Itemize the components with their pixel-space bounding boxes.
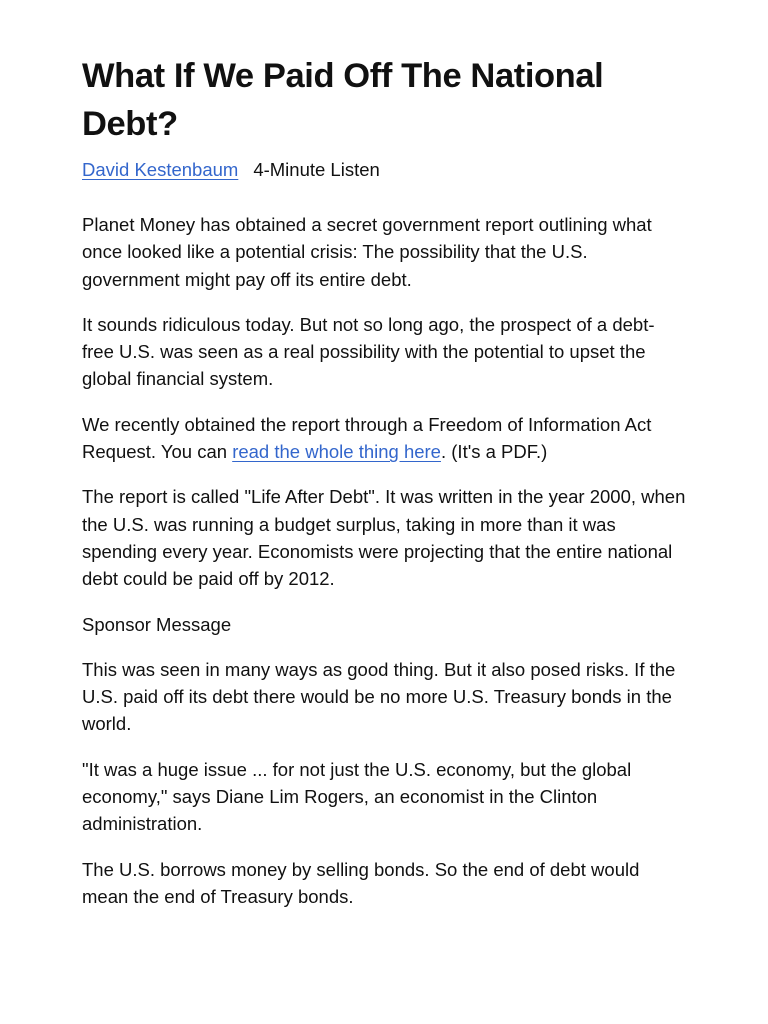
paragraph-1: Planet Money has obtained a secret government report outlining what once looked like a potential crisis: The possibility that the U.S. government might pay off its entire debt.	[82, 214, 652, 290]
report-pdf-link[interactable]: read the whole thing here	[232, 441, 441, 463]
paragraph-4: The report is called "Life After Debt". It was written in the year 2000, when the U.S. was running a budget surplus, taking in more than it was spending every year. Economists were projecting that the entire national debt could be paid off by 2012.	[82, 486, 686, 590]
article-body	[82, 211, 686, 910]
author-link[interactable]: David Kestenbaum	[82, 159, 239, 180]
paragraph-6: "It was a huge issue ... for not just the U.S. economy, but the global economy," says Diane Lim Rogers, an economist in the Clinton administration.	[82, 758, 632, 835]
paragraph-5: This was seen in many ways as good thing. But it also posed risks. If the U.S. paid off its debt there would be no more U.S. Treasury bonds in the world.	[82, 658, 676, 735]
paragraph-3-text-after: . (It's a PDF.)	[440, 441, 548, 463]
paragraph-3	[82, 411, 686, 466]
article	[82, 52, 686, 928]
article-title: What If We Paid Off The National Debt?	[82, 57, 604, 143]
paragraph-7: The U.S. borrows money by selling bonds. So the end of debt would mean the end of Treasury bonds.	[82, 858, 640, 907]
paragraph-2: It sounds ridiculous today. But not so long ago, the prospect of a debt-free U.S. was seen as a real possibility with the potential to upset the global financial system.	[82, 313, 655, 390]
byline	[82, 157, 686, 183]
sponsor-message: Sponsor Message	[82, 613, 232, 635]
paragraph-3-text-before: We recently obtained the report through a Freedom of Information Act Request. You can	[82, 413, 652, 463]
listen-duration: 4-Minute Listen	[253, 159, 380, 180]
